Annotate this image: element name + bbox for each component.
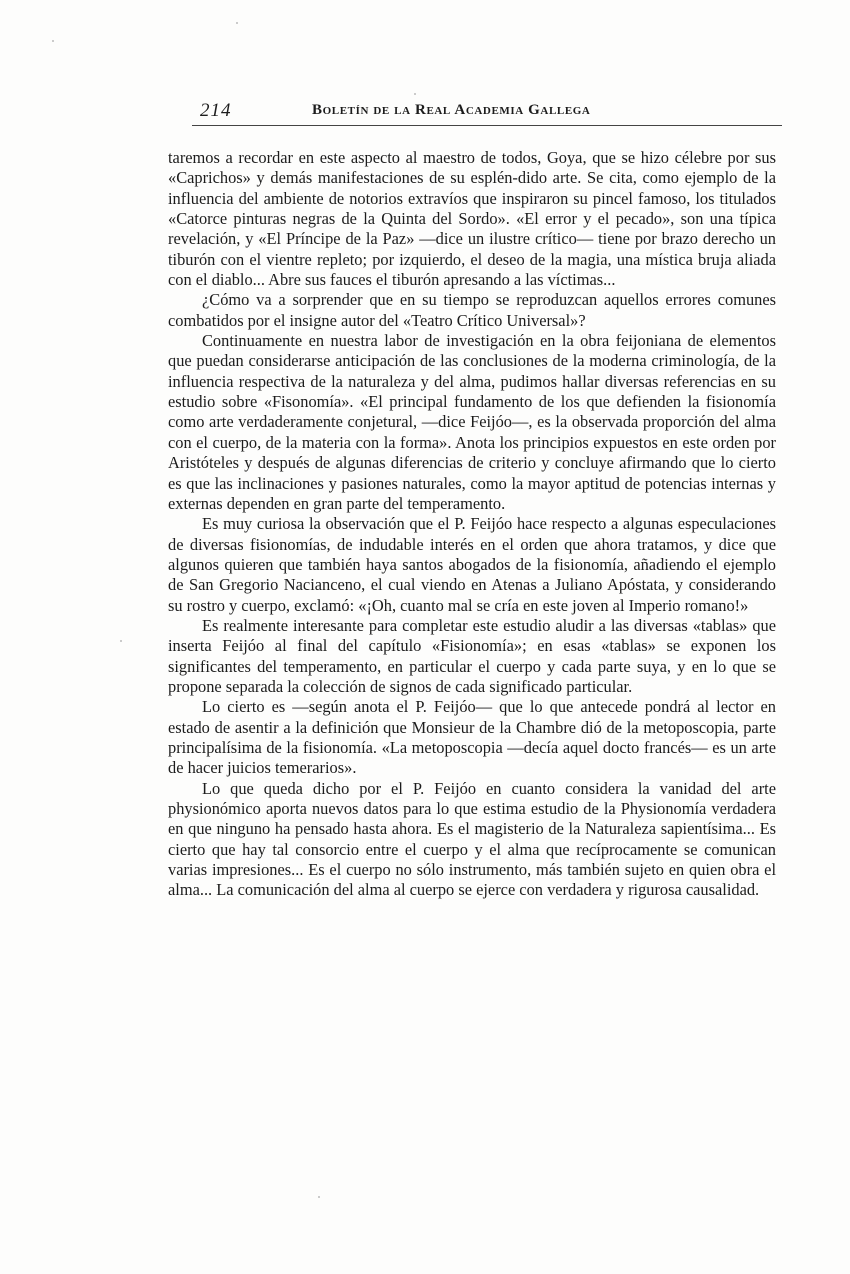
- running-head: [192, 96, 782, 126]
- paragraph-6: Lo cierto es —según anota el P. Feijóo— que lo que antecede pondrá al lector en estado de asentir a la definición que Monsieur de la Chambre dió de la metoposcopia, parte principalísima de la fisionomía. «La metoposcopia —decía aquel docto francés— es un arte de hacer juicios temerarios».: [168, 697, 776, 778]
- header-rule: [192, 125, 782, 126]
- scan-speck: [52, 40, 54, 42]
- scan-speck: [120, 640, 122, 642]
- paragraph-1: taremos a recordar en este aspecto al maestro de todos, Goya, que se hizo célebre por sus «Caprichos» y demás manifestaciones de su esplén-dido arte. Se cita, como ejemplo de la influencia del ambiente de notorios extravíos que inspiraron su pincel famoso, los titulados «Catorce pinturas negras de la Quinta del Sordo». «El error y el pecado», son una típica revelación, y «El Príncipe de la Paz» —dice un ilustre crítico— tiene por brazo derecho un tiburón con el vientre repleto; por izquierdo, el deseo de la magia, una mística bruja aliada con el diablo... Abre sus fauces el tiburón apresando a las víctimas...: [168, 148, 776, 290]
- scan-speck: [318, 1196, 320, 1198]
- paragraph-3: Continuamente en nuestra labor de investigación en la obra feijoniana de elementos que puedan considerarse anticipación de las conclusiones de la moderna criminología, de la influencia respectiva de la naturaleza y del alma, pudimos hallar diversas referencias en su estudio sobre «Fisonomía». «El principal fundamento de los que defienden la fisionomía como arte verdaderamente conjetural, —dice Feijóo—, es la observada proporción del alma con el cuerpo, de la materia con la forma». Anota los principios expuestos en este orden por Aristóteles y después de algunas diferencias de criterio y concluye afirmando que lo cierto es que las inclinaciones y pasiones naturales, como la mayor aptitud de potencias internas y externas dependen en gran parte del temperamento.: [168, 331, 776, 513]
- paragraph-2: ¿Cómo va a sorprender que en su tiempo se reproduzcan aquellos errores comunes combatidos por el insigne autor del «Teatro Crítico Universal»?: [168, 290, 776, 330]
- paragraph-4: Es muy curiosa la observación que el P. Feijóo hace respecto a algunas especulaciones de diversas fisionomías, de indudable interés en el orden que ahora tratamos, y dice que algunos quieren que también haya santos abogados de la fisionomía, añadiendo el ejemplo de San Gregorio Nacianceno, el cual viendo en Atenas a Juliano Apóstata, y considerando su rostro y cuerpo, exclamó: «¡Oh, cuanto mal se cría en este joven al Imperio romano!»: [168, 514, 776, 615]
- body-text: [168, 148, 776, 901]
- paragraph-7: Lo que queda dicho por el P. Feijóo en cuanto considera la vanidad del arte physionómico aporta nuevos datos para lo que estima estudio de la Physionomía verdadera en que ninguno ha pensado hasta ahora. Es el magisterio de la Naturaleza sapientísima... Es cierto que hay tal consorcio entre el cuerpo y el alma que recíprocamente se comunican varias impresiones... Es el cuerpo no sólo instrumento, más también sujeto en quien obra el alma... La comunicación del alma al cuerpo se ejerce con verdadera y rigurosa causalidad.: [168, 778, 776, 900]
- journal-title: Boletín de la Real Academia Gallega: [312, 102, 591, 118]
- scan-speck: [236, 22, 238, 24]
- page-number: 214: [200, 100, 232, 121]
- paragraph-5: Es realmente interesante para completar este estudio aludir a las diversas «tablas» que inserta Feijóo al final del capítulo «Fisionomía»; en esas «tablas» se exponen los significantes del temperamento, en particular el cuerpo y cada parte suya, y en lo que se propone separada la colección de signos de cada significado particular.: [168, 615, 776, 696]
- scan-speck: [414, 93, 416, 95]
